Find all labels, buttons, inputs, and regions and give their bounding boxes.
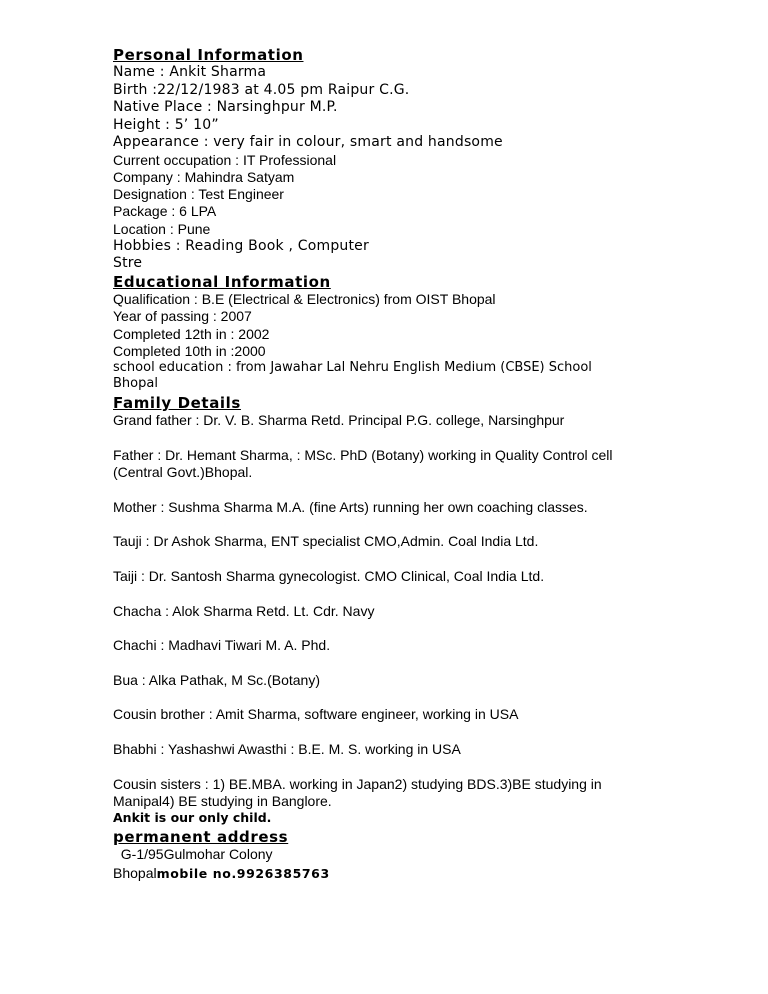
company-line: Company : Mahindra Satyam bbox=[113, 168, 295, 185]
location-line: Location : Pune bbox=[113, 220, 211, 237]
designation-line: Designation : Test Engineer bbox=[113, 186, 284, 203]
education-heading: Educational Information bbox=[113, 272, 331, 291]
personal-info-heading: Personal Information bbox=[113, 46, 304, 64]
father-line-cont: (Central Govt.)Bhopal. bbox=[113, 463, 253, 480]
qualification-line: Qualification : B.E (Electrical & Electronics) from OIST Bhopal bbox=[113, 290, 496, 307]
cousin-sisters-line: Cousin sisters : 1) BE.MBA. working in Japan2) studying BDS.3)BE studying in bbox=[113, 775, 602, 792]
twelfth-line: Completed 12th in : 2002 bbox=[113, 325, 270, 342]
cousin-sisters-block bbox=[113, 776, 673, 810]
school-line: school education : from Jawahar Lal Nehru English Medium (CBSE) School bbox=[113, 360, 592, 376]
city-mobile-line bbox=[113, 865, 673, 882]
tauji-line: Tauji : Dr Ashok Sharma, ENT specialist CMO,Admin. Coal India Ltd. bbox=[113, 533, 539, 550]
bua-line: Bua : Alka Pathak, M Sc.(Botany) bbox=[113, 671, 320, 688]
school-line-cont: Bhopal bbox=[113, 376, 158, 392]
address-heading: permanent address bbox=[113, 827, 289, 846]
family-heading: Family Details bbox=[113, 394, 241, 413]
father-line: Father : Dr. Hemant Sharma, : MSc. PhD (Botany) working in Quality Control cell bbox=[113, 446, 613, 463]
occupation-line: Current occupation : IT Professional bbox=[113, 151, 337, 168]
mobile-number: mobile no.9926385763 bbox=[156, 865, 330, 881]
taiji-line: Taiji : Dr. Santosh Sharma gynecologist. CMO Clinical, Coal India Ltd. bbox=[113, 567, 545, 584]
chachi-line: Chachi : Madhavi Tiwari M. A. Phd. bbox=[113, 637, 331, 654]
document-body bbox=[113, 46, 673, 882]
only-child-line: Ankit is our only child. bbox=[113, 809, 272, 825]
appearance-line: Appearance : very fair in colour, smart and handsome bbox=[113, 134, 503, 150]
cousin-sisters-line-cont: Manipal4) BE studying in Banglore. bbox=[113, 792, 332, 809]
name-line: Name : Ankit Sharma bbox=[113, 64, 267, 80]
passing-year-line: Year of passing : 2007 bbox=[113, 308, 252, 325]
bhabhi-line: Bhabhi : Yashashwi Awasthi : B.E. M. S. working in USA bbox=[113, 740, 461, 757]
grandfather-line: Grand father : Dr. V. B. Sharma Retd. Principal P.G. college, Narsinghpur bbox=[113, 412, 565, 429]
native-place-line: Native Place : Narsinghpur M.P. bbox=[113, 99, 338, 115]
father-block bbox=[113, 447, 673, 499]
tenth-line: Completed 10th in :2000 bbox=[113, 342, 266, 359]
address-line: G-1/95Gulmohar Colony bbox=[113, 845, 273, 862]
package-line: Package : 6 LPA bbox=[113, 203, 217, 220]
hobbies-continued: Stre bbox=[113, 255, 143, 272]
chacha-line: Chacha : Alok Sharma Retd. Lt. Cdr. Navy bbox=[113, 602, 375, 619]
mother-line: Mother : Sushma Sharma M.A. (fine Arts) running her own coaching classes. bbox=[113, 498, 588, 515]
hobbies-line: Hobbies : Reading Book , Computer bbox=[113, 237, 369, 254]
address-city: Bhopal bbox=[113, 864, 157, 881]
cousin-brother-line: Cousin brother : Amit Sharma, software engineer, working in USA bbox=[113, 706, 519, 723]
height-line: Height : 5’ 10” bbox=[113, 116, 219, 133]
birth-line: Birth :22/12/1983 at 4.05 pm Raipur C.G. bbox=[113, 81, 410, 98]
